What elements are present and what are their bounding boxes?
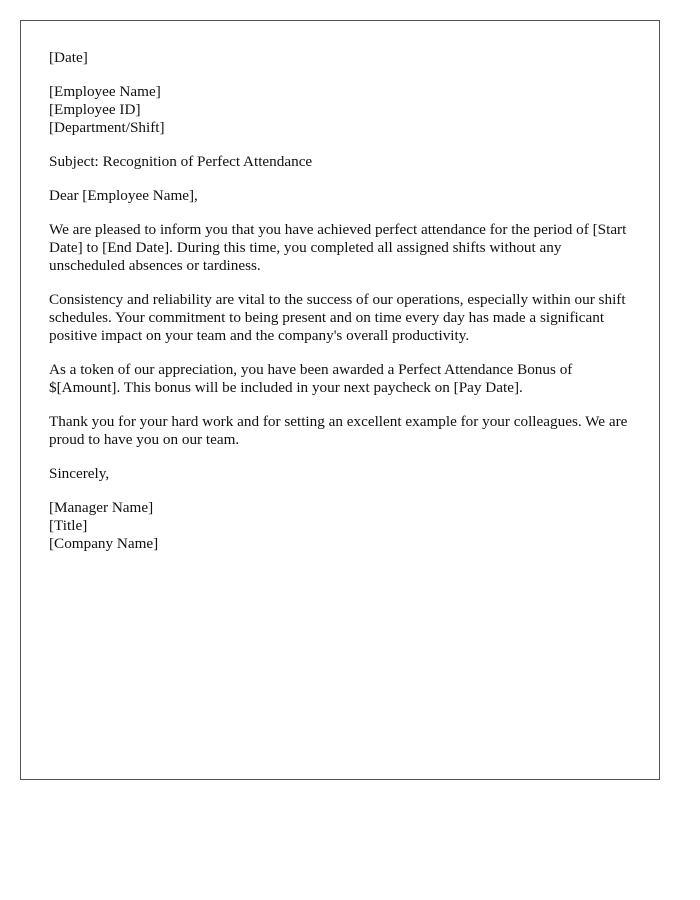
signature-title: [Title] — [49, 517, 88, 534]
letter-salutation: Dear [Employee Name], — [49, 187, 198, 204]
letter-date: [Date] — [49, 49, 88, 66]
letter-page — [20, 20, 660, 780]
body-paragraph-2: Consistency and reliability are vital to the success of our operations, especially within our shift schedules. Your commitment to being present and on time every day has made a significant positive impact on your team and the company's overall productivity. — [49, 291, 626, 344]
body-paragraph-1: We are pleased to inform you that you have achieved perfect attendance for the period of [Start Date] to [End Date]. During this time, you completed all assigned shifts without any unscheduled absences or tardiness. — [49, 221, 627, 274]
signature-manager: [Manager Name] — [49, 499, 154, 516]
letter-closing: Sincerely, — [49, 465, 110, 482]
body-paragraph-3: As a token of our appreciation, you have been awarded a Perfect Attendance Bonus of $[Amount]. This bonus will be included in your next paycheck on [Pay Date]. — [49, 361, 573, 396]
recipient-department: [Department/Shift] — [49, 119, 165, 136]
recipient-name: [Employee Name] — [49, 83, 161, 100]
date-block — [49, 49, 631, 67]
letter-subject: Subject: Recognition of Perfect Attendance — [49, 153, 313, 170]
body-paragraph-4: Thank you for your hard work and for setting an excellent example for your colleagues. We are proud to have you on our team. — [49, 413, 628, 448]
signature-company: [Company Name] — [49, 535, 159, 552]
recipient-id: [Employee ID] — [49, 101, 141, 118]
recipient-block — [49, 83, 631, 137]
signature-block — [49, 499, 631, 553]
